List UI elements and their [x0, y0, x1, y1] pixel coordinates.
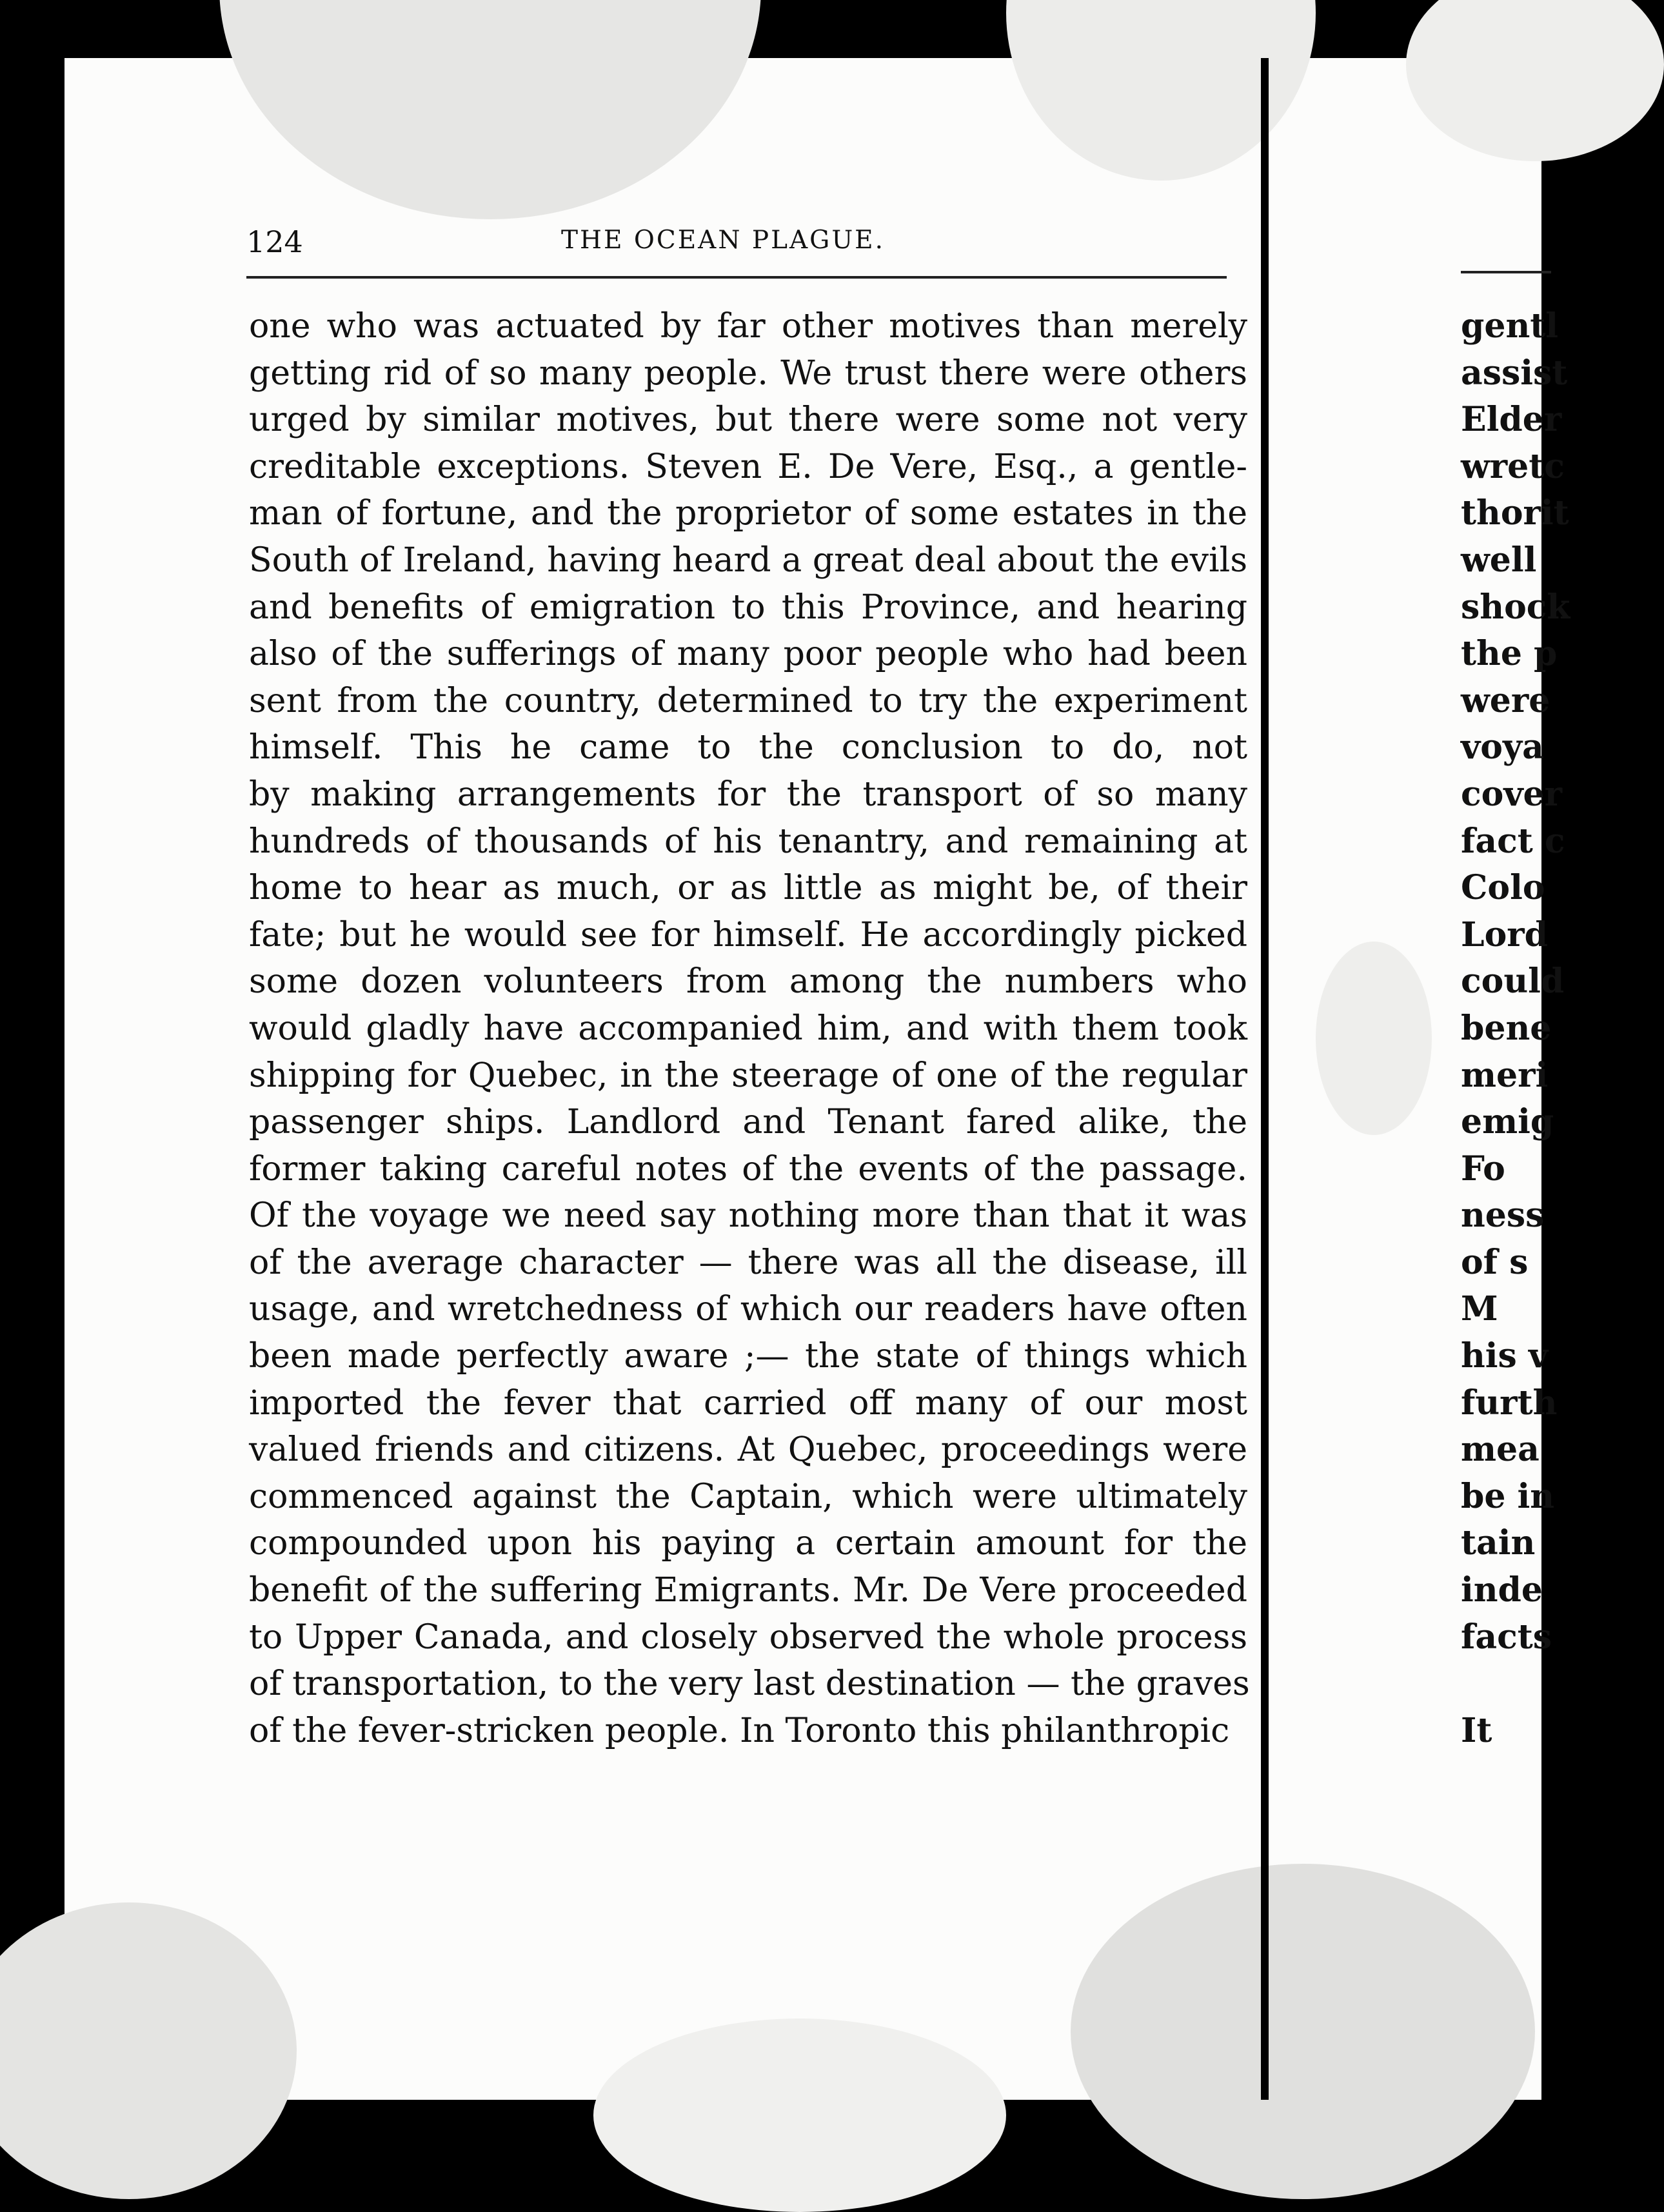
right-page-line: facts: [1461, 1617, 1552, 1657]
page-number: 124: [246, 224, 303, 259]
right-page-line: the p: [1461, 634, 1558, 674]
right-page-line: well: [1461, 540, 1537, 580]
right-page-line: could: [1461, 962, 1565, 1002]
text-line: by making arrangements for the transport of so many: [249, 775, 1247, 814]
text-line: and benefits of emigration to this Province, and hearing: [249, 588, 1247, 627]
text-line: himself. This he came to the conclusion to do, not: [249, 728, 1247, 767]
right-page-line: assist: [1461, 353, 1568, 393]
right-page-rule: [1461, 271, 1551, 273]
right-page-line: voya: [1461, 727, 1544, 767]
right-page-line: [1461, 1661, 1551, 1708]
right-page-line: ness: [1461, 1196, 1545, 1236]
right-page-line: emig: [1461, 1102, 1554, 1142]
text-line: of the fever-stricken people. In Toronto this philanthropic: [249, 1711, 1230, 1750]
right-page-line: bene: [1461, 1008, 1552, 1048]
right-page-line: shock: [1461, 587, 1570, 627]
text-line: commenced against the Captain, which were ultimately: [249, 1477, 1247, 1516]
text-line: Of the voyage we need say nothing more than that it was: [249, 1196, 1247, 1236]
text-line: usage, and wretchedness of which our readers have often: [249, 1290, 1247, 1329]
right-page-line: thorit: [1461, 493, 1569, 533]
text-line: South of Ireland, having heard a great deal about the evils: [249, 540, 1247, 580]
text-line: would gladly have accompanied him, and with them took: [249, 1009, 1247, 1048]
text-line: been made perfectly aware ;— the state of things which: [249, 1337, 1247, 1376]
text-line: one who was actuated by far other motives than merely: [249, 307, 1247, 346]
right-page-line: of s: [1461, 1242, 1529, 1282]
text-line: passenger ships. Landlord and Tenant fared alike, the: [249, 1103, 1247, 1142]
text-line: of transportation, to the very last destination — the graves: [249, 1664, 1250, 1704]
right-page-line: Lord: [1461, 914, 1549, 954]
running-head: THE OCEAN PLAGUE.: [561, 226, 886, 255]
text-line: imported the fever that carried off many of our most: [249, 1383, 1247, 1423]
text-line: fate; but he would see for himself. He accordingly picked: [249, 915, 1247, 954]
text-line: hundreds of thousands of his tenantry, and remaining at: [249, 822, 1247, 861]
text-line: home to hear as much, or as little as might be, of their: [249, 869, 1247, 908]
text-line: benefit of the suffering Emigrants. Mr. De Vere proceeded: [249, 1571, 1247, 1610]
right-page-line: inde: [1461, 1570, 1543, 1610]
page-gutter: [1261, 58, 1269, 2100]
text-line: shipping for Quebec, in the steerage of one of the regular: [249, 1056, 1247, 1095]
right-page-line: Colo: [1461, 868, 1545, 908]
right-page-line: M: [1461, 1289, 1498, 1329]
right-page-line: meri: [1461, 1055, 1549, 1095]
right-page-fragment: [1461, 303, 1570, 1754]
text-line: former taking careful notes of the events of the passage.: [249, 1149, 1247, 1189]
page-curl-shadow: [1071, 1864, 1535, 2199]
right-page-line: gentl: [1461, 306, 1559, 346]
text-line: urged by similar motives, but there were some not very: [249, 400, 1247, 440]
text-line: sent from the country, determined to try the experiment: [249, 681, 1247, 720]
right-page-line: mea: [1461, 1430, 1540, 1470]
text-line: also of the sufferings of many poor people who had been: [249, 635, 1247, 674]
text-line: getting rid of so many people. We trust there were others: [249, 353, 1247, 393]
text-line: of the average character — there was all the disease, ill: [249, 1243, 1247, 1282]
right-page-line: tain: [1461, 1523, 1536, 1563]
right-page-line: his v: [1461, 1336, 1549, 1376]
text-line: man of fortune, and the proprietor of some estates in the: [249, 494, 1247, 533]
header-rule: [246, 276, 1227, 279]
right-page-line: were: [1461, 680, 1550, 720]
right-page-line: fact c: [1461, 821, 1565, 861]
right-page-line: Fo: [1461, 1149, 1505, 1189]
text-line: some dozen volunteers from among the numbers who: [249, 962, 1247, 1002]
right-page-line: be in: [1461, 1476, 1555, 1516]
page-curl-shadow: [1006, 0, 1316, 181]
page-curl-shadow: [219, 0, 761, 219]
text-line: creditable exceptions. Steven E. De Vere, Esq., a gentle-: [249, 447, 1247, 486]
page-curl-shadow: [593, 2019, 1006, 2212]
page-curl-shadow: [0, 1902, 297, 2199]
text-line: valued friends and citizens. At Quebec, proceedings were: [249, 1430, 1247, 1470]
right-page-line: furth: [1461, 1383, 1558, 1423]
page-curl-shadow: [1406, 0, 1664, 161]
right-page-line: Elder: [1461, 400, 1562, 440]
right-page-line: wretc: [1461, 446, 1565, 486]
page-curl-shadow: [1316, 942, 1432, 1135]
right-page-line: It: [1461, 1710, 1492, 1750]
right-page-line: cover: [1461, 774, 1563, 814]
text-line: to Upper Canada, and closely observed the whole process: [249, 1617, 1247, 1657]
body-text: [249, 303, 1255, 1754]
text-line: compounded upon his paying a certain amount for the: [249, 1524, 1247, 1563]
